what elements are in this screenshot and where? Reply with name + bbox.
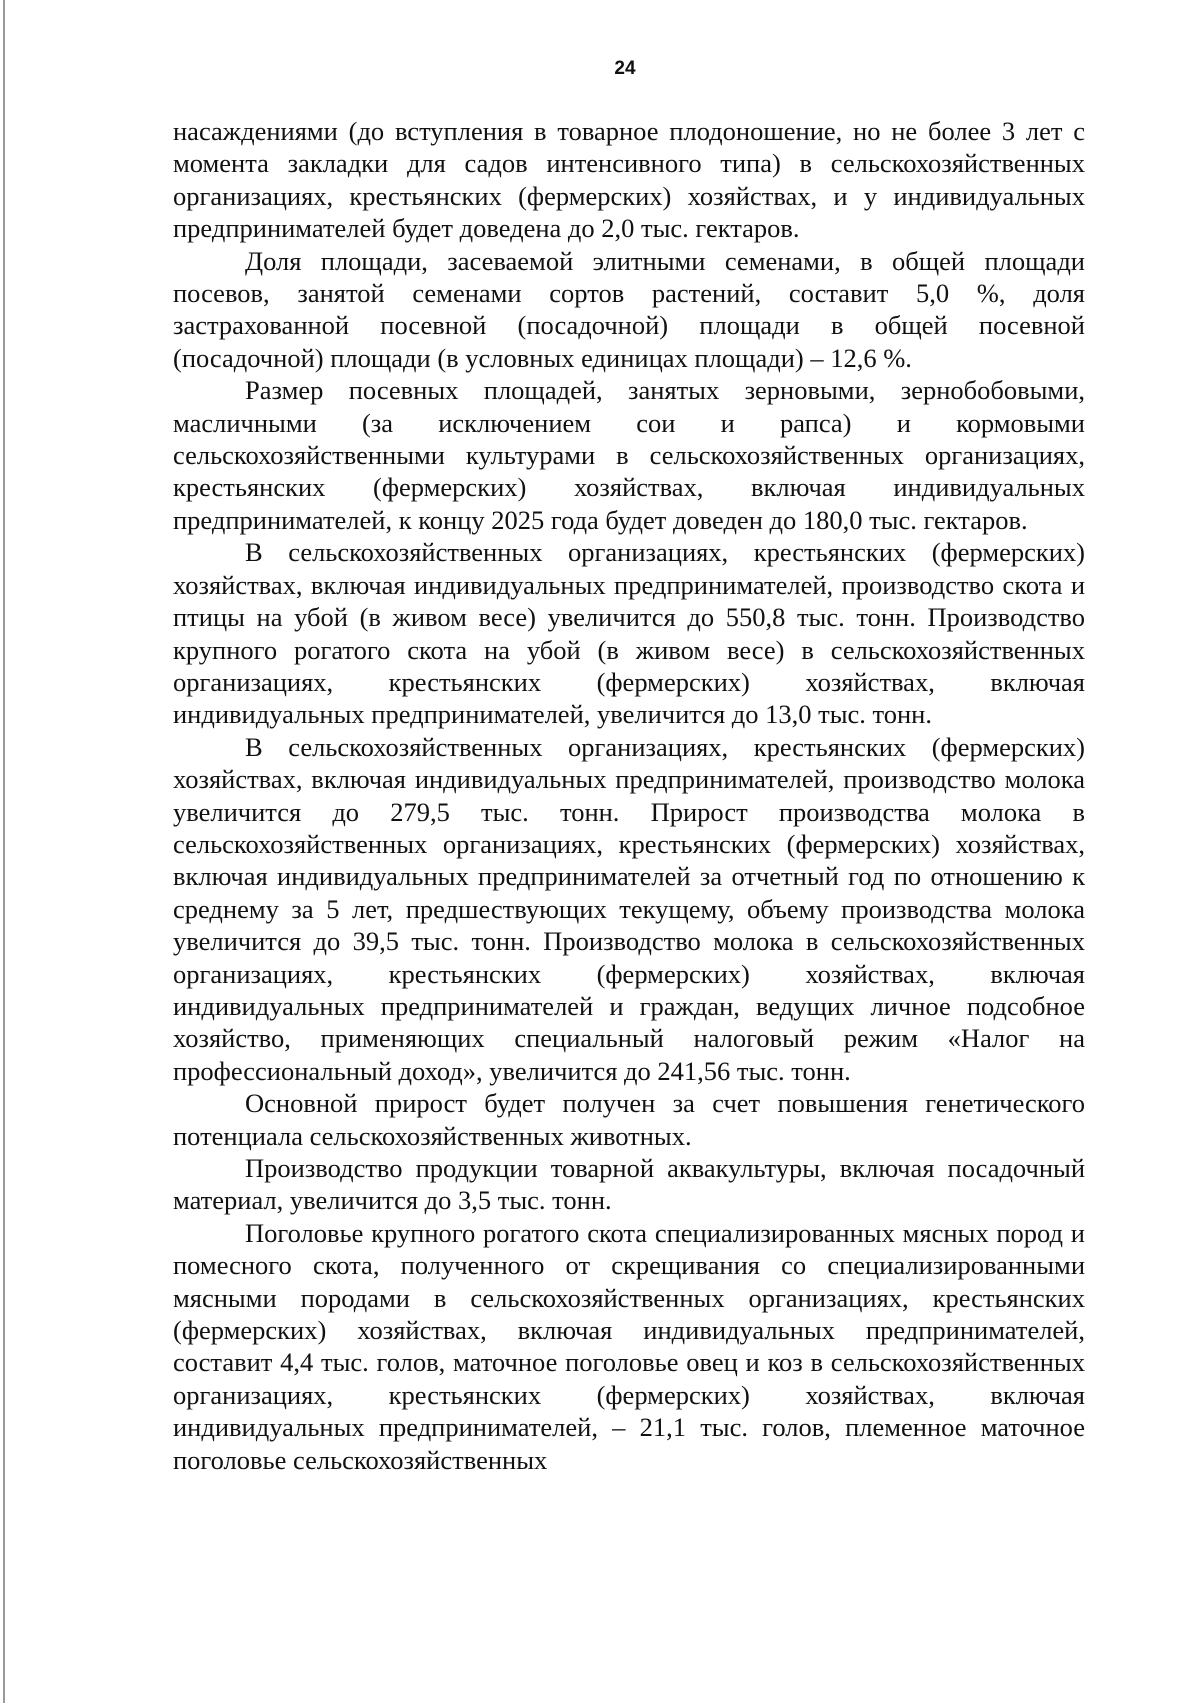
paragraph-1: насаждениями (до вступления в товарное плодоношение, но не более 3 лет с момента закладки для садов интенсивного типа) в сельскохозяйственных организациях, крестьянских (фермерских) хозяйствах, и у индивидуальных предпринимателей будет доведена до 2,0 тыс. гектаров.	[173, 116, 1085, 244]
paragraph-4: В сельскохозяйственных организациях, крестьянских (фермерских) хозяйствах, включая индивидуальных предпринимателей, производство скота и птицы на убой (в живом весе) увеличится до 550,8 тыс. тонн. Производство крупного рогатого скота на убой (в живом весе) в сельскохозяйственных организациях, крестьянских (фермерских) хозяйствах, включая индивидуальных предпринимателей, увеличится до 13,0 тыс. тонн.	[173, 537, 1085, 730]
paragraph-3: Размер посевных площадей, занятых зерновыми, зернобобовыми, масличными (за исключением сои и рапса) и кормовыми сельскохозяйственными культурами в сельскохозяйственных организациях, крестьянских (фермерских) хозяйствах, включая индивидуальных предпринимателей, к концу 2025 года будет доведен до 180,0 тыс. гектаров.	[173, 375, 1085, 535]
scan-edge-line	[3, 0, 5, 1703]
paragraph-7: Производство продукции товарной аквакультуры, включая посадочный материал, увеличится до 3,5 тыс. тонн.	[173, 1153, 1085, 1216]
paragraph-6: Основной прирост будет получен за счет повышения генетического потенциала сельскохозяйственных животных.	[173, 1088, 1085, 1151]
paragraph-2: Доля площади, засеваемой элитными семенами, в общей площади посевов, занятой семенами сортов растений, составит 5,0 %, доля застрахованной посевной (посадочной) площади в общей посевной (посадочной) площади (в условных единицах площади) – 12,6 %.	[173, 245, 1085, 373]
paragraph-8: Поголовье крупного рогатого скота специализированных мясных пород и помесного скота, полученного от скрещивания со специализированными мясными породами в сельскохозяйственных организациях, крестьянских (фермерских) хозяйствах, включая индивидуальных предпринимателей, составит 4,4 тыс. голов, маточное поголовье овец и коз в сельскохозяйственных организациях, крестьянских (фермерских) хозяйствах, включая индивидуальных предпринимателей, – 21,1 тыс. голов, племенное маточное поголовье сельскохозяйственных	[173, 1217, 1085, 1475]
document-body	[173, 115, 1085, 1476]
paragraph-5: В сельскохозяйственных организациях, крестьянских (фермерских) хозяйствах, включая индивидуальных предпринимателей, производство молока увеличится до 279,5 тыс. тонн. Прирост производства молока в сельскохозяйственных организациях, крестьянских (фермерских) хозяйствах, включая индивидуальных предпринимателей за отчетный год по отношению к среднему за 5 лет, предшествующих текущему, объему производства молока увеличится до 39,5 тыс. тонн. Производство молока в сельскохозяйственных организациях, крестьянских (фермерских) хозяйствах, включая индивидуальных предпринимателей и граждан, ведущих личное подсобное хозяйство, применяющих специальный налоговый режим «Налог на профессиональный доход», увеличится до 241,56 тыс. тонн.	[173, 731, 1085, 1086]
page-number: 24	[614, 58, 636, 79]
